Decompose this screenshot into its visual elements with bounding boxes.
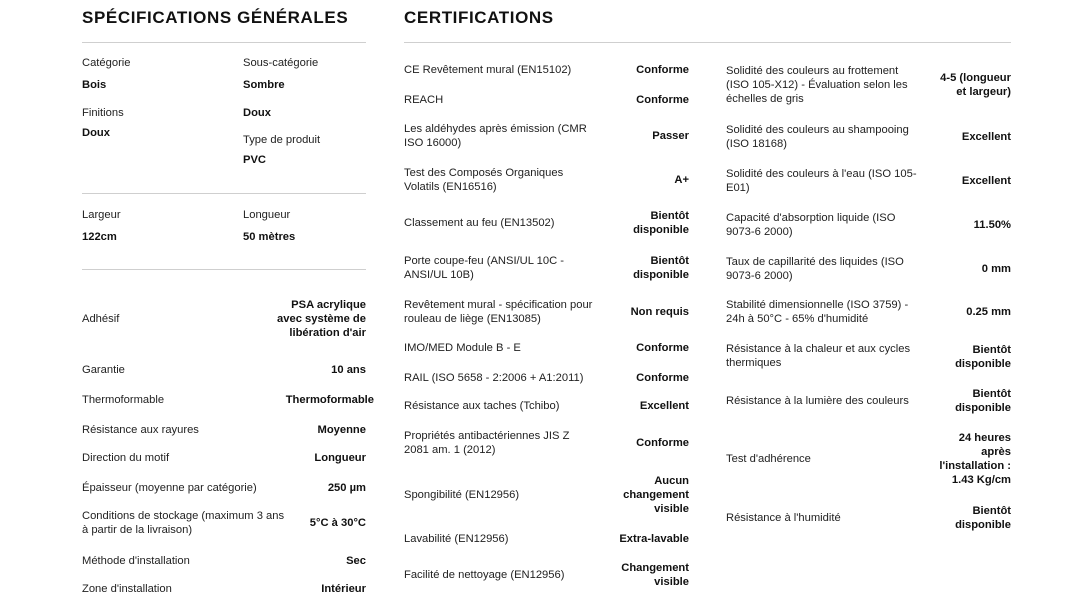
certification-label: CE Revêtement mural (EN15102)	[404, 64, 572, 76]
length-value: 50 mètres	[243, 231, 296, 243]
spec-value: 10 ans	[331, 364, 366, 376]
certification-row	[404, 560, 689, 590]
product-type-value: PVC	[243, 154, 267, 166]
certification-label: Résistance aux taches (Tchibo)	[404, 400, 560, 412]
spec-label: Résistance aux rayures	[82, 424, 199, 436]
certification-value: Conforme	[636, 372, 689, 384]
certification-label: Taux de capillarité des liquides (ISO 9073-6 2000)	[726, 256, 904, 282]
spec-label: Thermoformable	[82, 394, 165, 406]
spec-label: Zone d'installation	[82, 583, 172, 595]
certification-label: Porte coupe-feu (ANSI/UL 10C - ANSI/UL 10B)	[404, 255, 565, 281]
certification-value: 4-5 (longueur et largeur)	[940, 72, 1011, 98]
certification-value: Conforme	[636, 94, 689, 106]
certification-value: Excellent	[961, 131, 1011, 143]
divider	[82, 269, 366, 270]
spec-row	[82, 508, 366, 538]
length-label: Longueur	[243, 209, 291, 221]
certification-value: 11.50%	[973, 219, 1011, 231]
certification-value: Bientôt disponible	[955, 388, 1011, 414]
finish-label: Finitions	[82, 107, 124, 119]
certification-row	[726, 386, 1011, 416]
certification-row	[726, 210, 1011, 240]
certification-value: Conforme	[636, 64, 689, 76]
certification-row	[726, 297, 1011, 327]
certification-label: Facilité de nettoyage (EN12956)	[404, 569, 565, 581]
spec-label: Adhésif	[82, 313, 120, 325]
certification-row	[404, 340, 689, 356]
certification-label: Solidité des couleurs au frottement (ISO 105-X12) - Évaluation selon les échelles de gris	[726, 65, 908, 105]
certification-row	[726, 503, 1011, 533]
certification-label: IMO/MED Module B - E	[404, 342, 521, 354]
certification-label: Solidité des couleurs à l'eau (ISO 105-E01)	[726, 168, 917, 194]
spec-label: Épaisseur (moyenne par catégorie)	[82, 482, 257, 494]
spec-label: Conditions de stockage (maximum 3 ans à partir de la livraison)	[82, 510, 285, 536]
certification-value: Extra-lavable	[619, 533, 689, 545]
certification-value: Conforme	[636, 437, 689, 449]
spec-row	[82, 392, 374, 408]
certification-row	[726, 122, 1011, 152]
certification-label: Capacité d'absorption liquide (ISO 9073-6 2000)	[726, 212, 896, 238]
divider	[82, 193, 366, 194]
certification-label: Stabilité dimensionnelle (ISO 3759) - 24h à 50°C - 65% d'humidité	[726, 299, 909, 325]
spec-value: Thermoformable	[285, 394, 374, 406]
certification-row	[404, 253, 689, 283]
spec-label: Garantie	[82, 364, 125, 376]
certification-value: Aucun changement visible	[623, 475, 689, 515]
category-value: Bois	[82, 79, 107, 91]
certification-label: Résistance à la lumière des couleurs	[726, 395, 909, 407]
certification-value: 24 heures après l'installation : 1.43 Kg/cm	[939, 432, 1011, 486]
certification-row	[404, 398, 689, 414]
spec-row	[82, 362, 366, 378]
certification-row	[404, 531, 689, 547]
width-label: Largeur	[82, 209, 121, 221]
spec-value: PSA acrylique avec système de libération d'air	[277, 299, 366, 339]
certification-row	[726, 166, 1011, 196]
certification-row	[404, 62, 689, 78]
certification-label: Revêtement mural - spécification pour rouleau de liège (EN13085)	[404, 299, 593, 325]
subcategory-label: Sous-catégorie	[243, 57, 319, 69]
spec-label: Direction du motif	[82, 452, 170, 464]
spec-row	[82, 290, 366, 348]
certification-value: Changement visible	[621, 562, 689, 588]
certification-value: A+	[674, 174, 689, 186]
certification-value: 0 mm	[981, 263, 1011, 275]
spec-row	[82, 450, 366, 466]
certification-label: Classement au feu (EN13502)	[404, 217, 555, 229]
certification-row	[726, 254, 1011, 284]
certification-label: Solidité des couleurs au shampooing (ISO 18168)	[726, 124, 909, 150]
certification-value: Bientôt disponible	[955, 344, 1011, 370]
spec-row	[82, 480, 366, 496]
divider	[82, 42, 366, 43]
certification-row	[726, 342, 1011, 372]
spec-value: Moyenne	[317, 424, 366, 436]
certification-label: Propriétés antibactériennes JIS Z 2081 am. 1 (2012)	[404, 430, 570, 456]
category-label: Catégorie	[82, 57, 131, 69]
certification-label: Test des Composés Organiques Volatils (EN16516)	[404, 167, 564, 193]
certification-value: Bientôt disponible	[633, 255, 689, 281]
certification-row	[404, 428, 689, 458]
certification-row	[404, 121, 689, 151]
spec-value: Sec	[346, 555, 366, 567]
certification-row	[404, 165, 689, 195]
certification-value: Excellent	[639, 400, 689, 412]
spec-row	[82, 422, 366, 438]
certification-label: Résistance à la chaleur et aux cycles thermiques	[726, 343, 911, 369]
certification-row	[726, 63, 1011, 107]
product-type-label: Type de produit	[243, 134, 321, 146]
certification-value: Excellent	[961, 175, 1011, 187]
spec-row	[82, 553, 366, 569]
spec-value: 5°C à 30°C	[309, 517, 366, 529]
certification-row	[404, 297, 689, 327]
certification-value: Conforme	[636, 342, 689, 354]
certification-value: Bientôt disponible	[955, 505, 1011, 531]
certification-row	[404, 208, 689, 238]
certification-value: Non requis	[630, 306, 689, 318]
certification-row	[726, 430, 1011, 488]
certification-value: 0.25 mm	[966, 306, 1011, 318]
certification-label: Lavabilité (EN12956)	[404, 533, 509, 545]
certification-label: Test d'adhérence	[726, 453, 811, 465]
certification-label: RAIL (ISO 5658 - 2:2006 + A1:2011)	[404, 372, 584, 384]
general-specs-title: SPÉCIFICATIONS GÉNÉRALES	[82, 8, 349, 27]
spec-value: Longueur	[314, 452, 366, 464]
certification-label: REACH	[404, 94, 444, 106]
spec-row	[82, 581, 366, 597]
certification-value: Bientôt disponible	[633, 210, 689, 236]
certification-label: Résistance à l'humidité	[726, 512, 841, 524]
finish-value: Doux	[82, 127, 110, 139]
certification-row	[404, 473, 689, 517]
width-value: 122cm	[82, 231, 117, 243]
spec-value: 250 µm	[327, 482, 366, 494]
certification-label: Spongibilité (EN12956)	[404, 489, 520, 501]
spec-label: Méthode d'installation	[82, 555, 190, 567]
finish-value-secondary: Doux	[243, 107, 271, 119]
subcategory-value: Sombre	[243, 79, 285, 91]
divider	[404, 42, 1011, 43]
spec-value: Intérieur	[321, 583, 366, 595]
certification-label: Les aldéhydes après émission (CMR ISO 16000)	[404, 123, 587, 149]
certification-value: Passer	[652, 130, 689, 142]
certifications-title: CERTIFICATIONS	[404, 8, 554, 27]
certification-row	[404, 370, 689, 386]
certification-row	[404, 92, 689, 108]
